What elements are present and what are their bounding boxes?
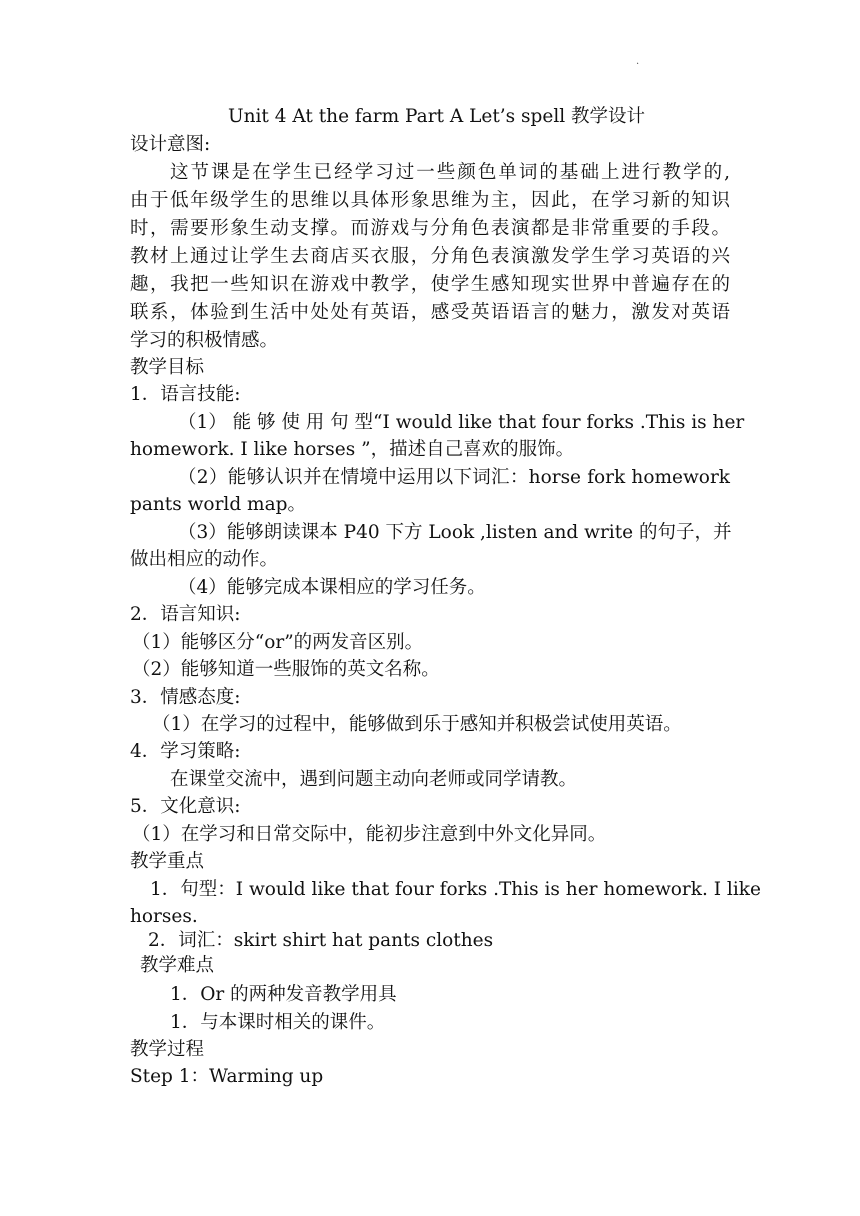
difficulty-heading: 教学难点 bbox=[140, 955, 215, 976]
process-heading: 教学过程 bbox=[130, 1039, 205, 1060]
goal-2-heading: 2．语言知识: bbox=[130, 604, 241, 625]
design-heading: 设计意图: bbox=[130, 134, 211, 155]
goal-4-heading: 4．学习策略: bbox=[130, 741, 241, 762]
difficulty-line: 1．Or 的两种发音教学用具 bbox=[170, 984, 397, 1005]
step-1-heading: Step 1：Warming up bbox=[130, 1066, 324, 1087]
goal-1-line: （1） 能 够 使 用 句 型“I would like that four forks .This is her bbox=[178, 412, 745, 433]
goal-5-heading: 5．文化意识: bbox=[130, 796, 241, 817]
goal-1-line: （4）能够完成本课相应的学习任务。 bbox=[178, 577, 486, 598]
goal-1-heading: 1．语言技能: bbox=[130, 384, 241, 405]
goal-1-line: （3）能够朗读课本 P40 下方 Look ,listen and write 的句子，并 bbox=[178, 522, 732, 543]
design-paragraph-line: 学习的积极情感。 bbox=[130, 330, 279, 351]
design-paragraph-line: 教材上通过让学生去商店买衣服，分角色表演激发学生学习英语的兴 bbox=[130, 246, 730, 267]
goals-heading: 教学目标 bbox=[130, 357, 205, 378]
goal-1-line: 做出相应的动作。 bbox=[130, 549, 279, 570]
key-points-heading: 教学重点 bbox=[130, 851, 205, 872]
goal-1-line: pants world map。 bbox=[130, 494, 306, 515]
design-paragraph-line: 趣，我把一些知识在游戏中教学，使学生感知现实世界中普遍存在的 bbox=[130, 274, 730, 295]
key-points-line: 1．句型：I would like that four forks .This is her homework. I like bbox=[150, 879, 761, 900]
difficulty-line: 1．与本课时相关的课件。 bbox=[170, 1012, 386, 1033]
design-paragraph-line: 由于低年级学生的思维以具体形象思维为主，因此，在学习新的知识 bbox=[130, 190, 730, 211]
page-title: Unit 4 At the farm Part A Let’s spell 教学设计 bbox=[228, 106, 646, 127]
design-paragraph-line: 联系，体验到生活中处处有英语，感受英语语言的魅力，激发对英语 bbox=[130, 302, 730, 323]
goal-3-heading: 3．情感态度: bbox=[130, 687, 241, 708]
design-paragraph-line: 这节课是在学生已经学习过一些颜色单词的基础上进行教学的, bbox=[170, 162, 730, 183]
goal-1-line: homework. I like horses ”，描述自己喜欢的服饰。 bbox=[130, 439, 575, 460]
key-points-line: horses. bbox=[130, 906, 198, 927]
key-points-line: 2．词汇：skirt shirt hat pants clothes bbox=[148, 930, 494, 951]
goal-5-line: （1）在学习和日常交际中，能初步注意到中外文化异同。 bbox=[132, 824, 607, 845]
corner-mark: . bbox=[636, 56, 640, 67]
goal-4-line: 在课堂交流中，遇到问题主动向老师或同学请教。 bbox=[170, 769, 578, 790]
goal-3-line: （1）在学习的过程中，能够做到乐于感知并积极尝试使用英语。 bbox=[152, 714, 682, 735]
goal-1-line: （2）能够认识并在情境中运用以下词汇：horse fork homework bbox=[178, 467, 730, 488]
goal-2-line: （1）能够区分“or”的两发音区别。 bbox=[132, 632, 424, 653]
design-paragraph-line: 时，需要形象生动支撑。而游戏与分角色表演都是非常重要的手段。 bbox=[130, 218, 730, 239]
goal-2-line: （2）能够知道一些服饰的英文名称。 bbox=[132, 659, 440, 680]
